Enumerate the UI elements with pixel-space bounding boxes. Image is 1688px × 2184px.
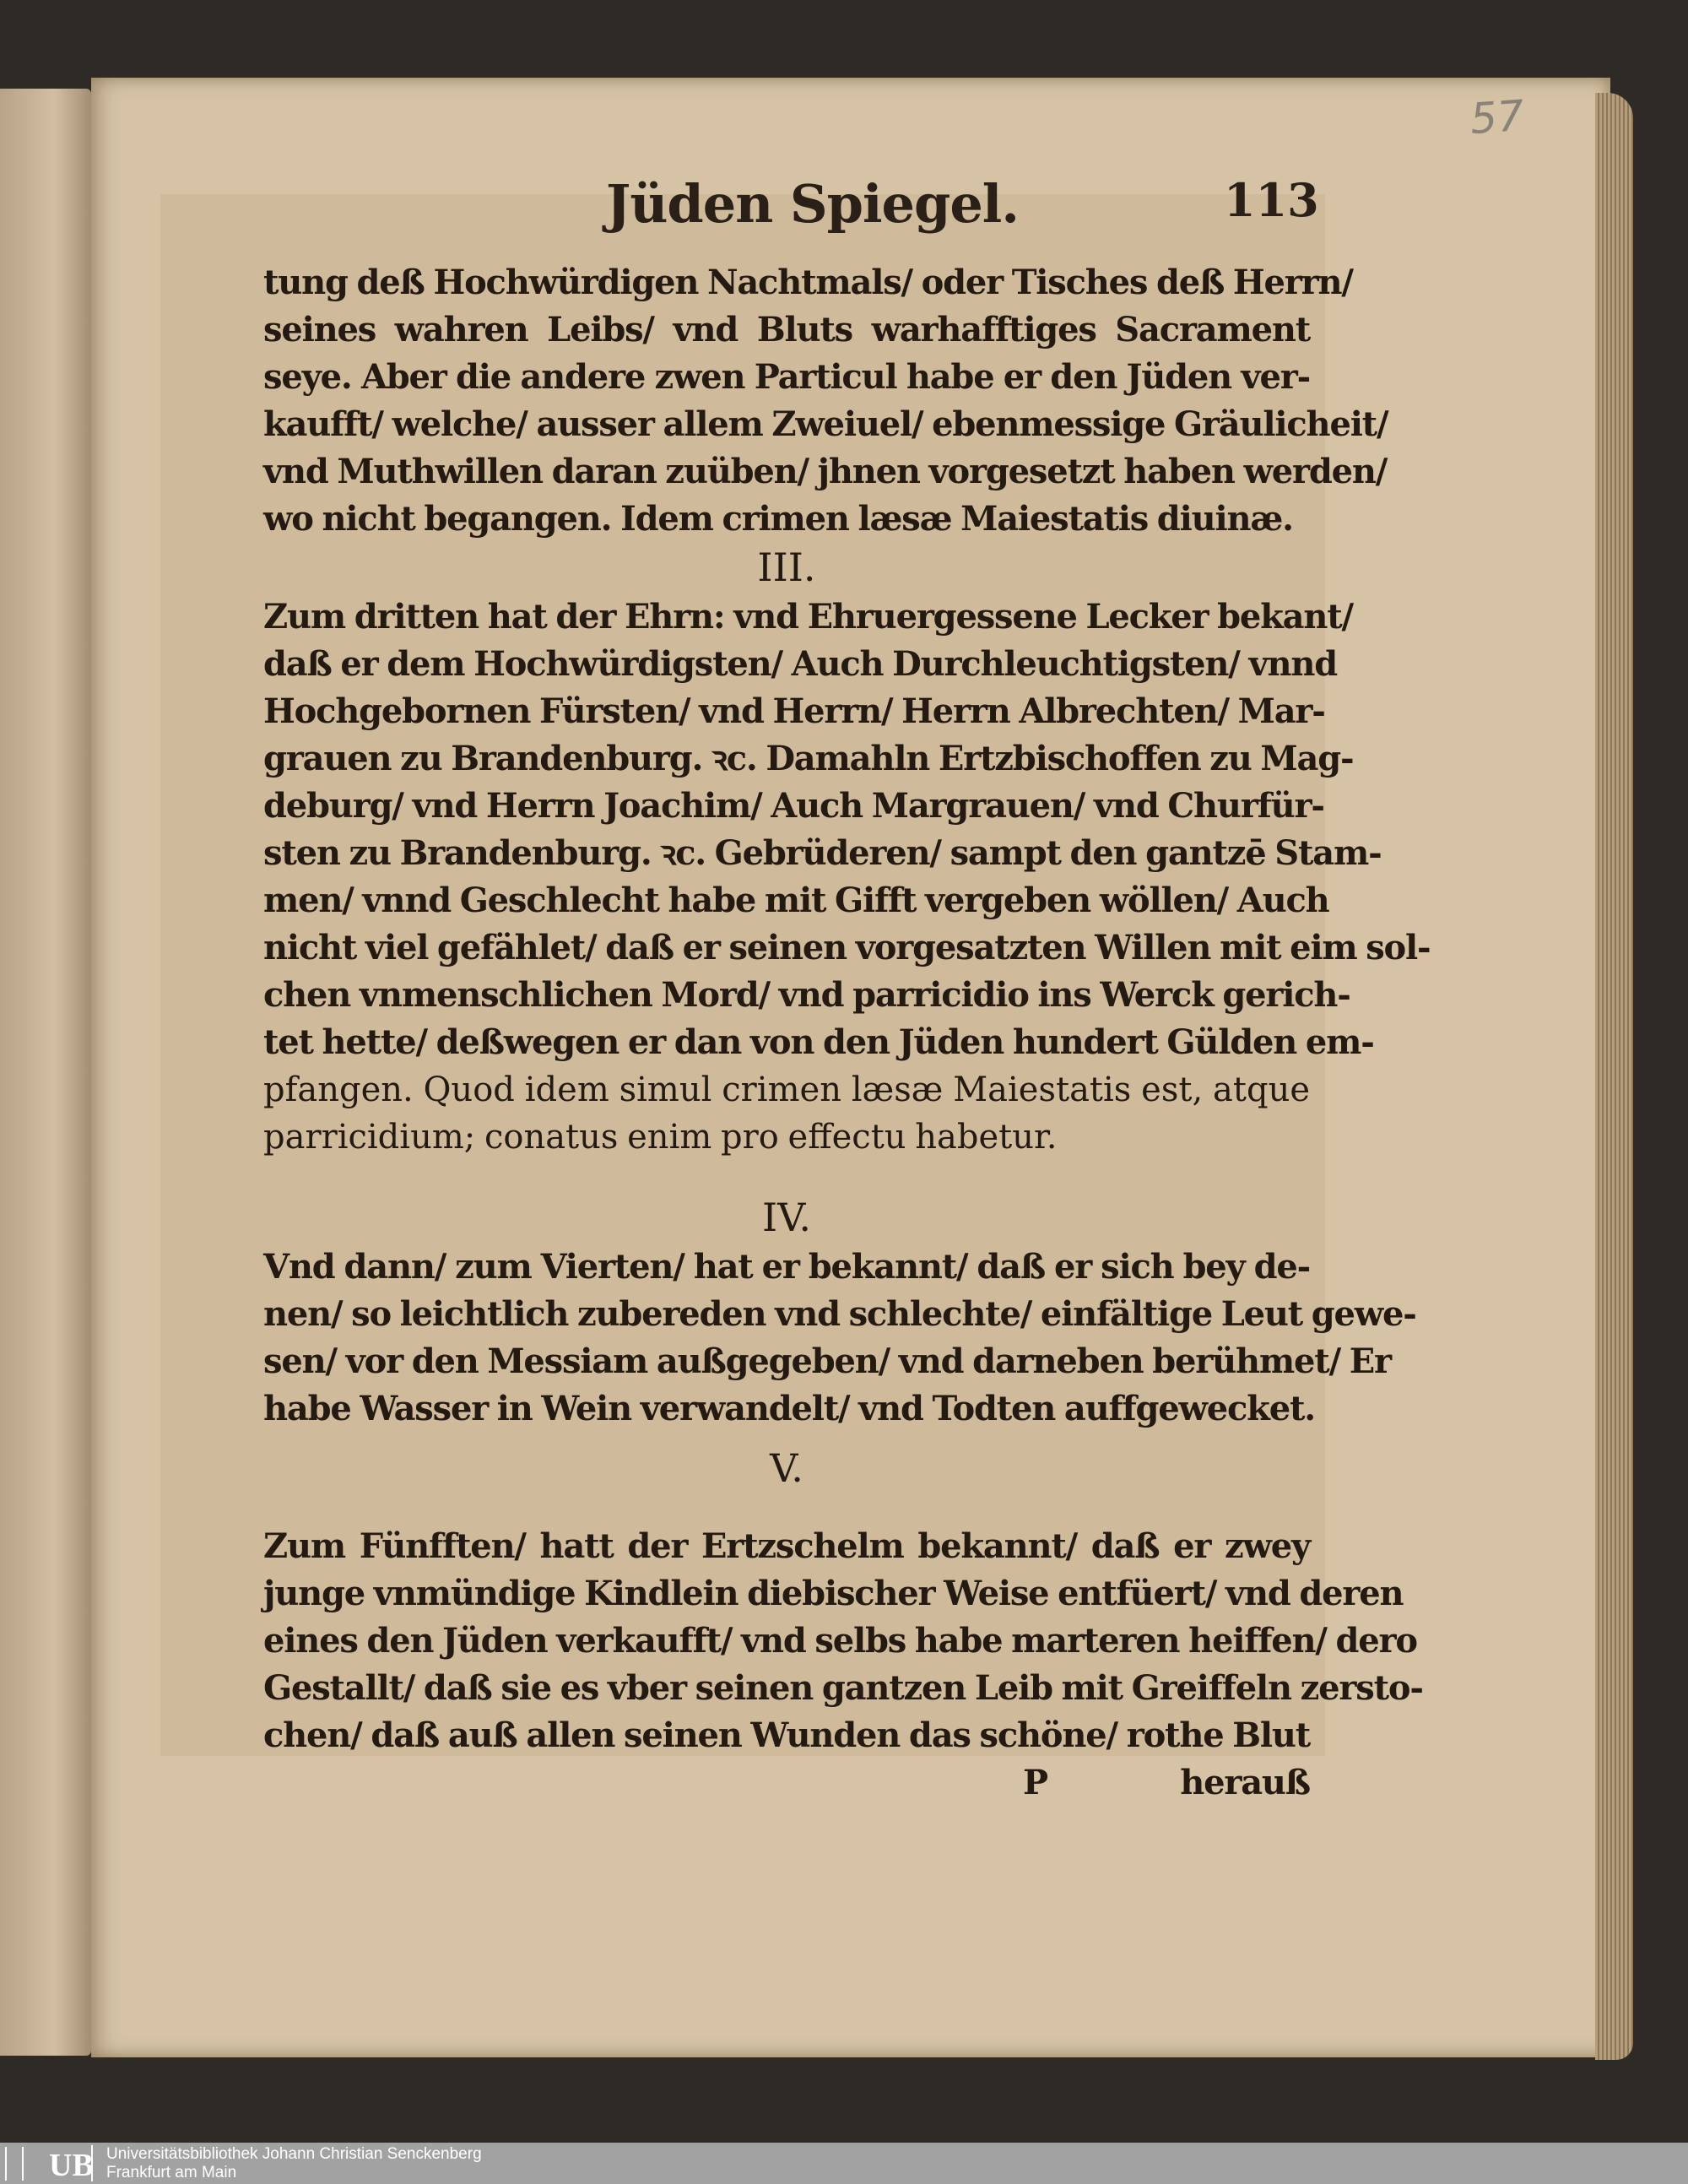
institution-name: Universitätsbibliothek Johann Christian Senckenberg	[106, 2145, 482, 2163]
section-heading: V.	[770, 1445, 803, 1491]
text-line: sen/ vor den Messiam außgegeben/ vnd darneben berühmet/ Er	[263, 1341, 1391, 1381]
page-number: 113	[1224, 173, 1319, 227]
text-line: grauen zu Brandenburg. ꝛc. Damahln Ertzbischoffen zu Mag-	[263, 739, 1354, 778]
running-head: Jüden Spiegel.	[606, 173, 1019, 235]
text-line: deburg/ vnd Herrn Joachim/ Auch Margrauen/ vnd Churfür-	[263, 786, 1324, 826]
text-line: Hochgebornen Fürsten/ vnd Herrn/ Herrn Albrechten/ Mar-	[263, 691, 1325, 731]
institution-city: Frankfurt am Main	[106, 2164, 237, 2181]
catchword: herauß	[1180, 1763, 1310, 1802]
text-line: Zum dritten hat der Ehrn: vnd Ehruergessene Lecker bekant/	[263, 597, 1353, 637]
facing-page-edge	[0, 89, 91, 2056]
text-line: chen/ daß auß allen seinen Wunden das schöne/ rothe Blut	[263, 1715, 1310, 1755]
text-line: junge vnmündige Kindlein diebischer Weise entfüert/ vnd deren	[263, 1574, 1404, 1613]
text-line: parricidium; conatus enim pro effectu habetur.	[263, 1118, 1058, 1157]
text-line: sten zu Brandenburg. ꝛc. Gebrüderen/ sampt den gantzē Stam-	[263, 833, 1382, 873]
text-line: Gestallt/ daß sie es vber seinen gantzen Leib mit Greiffeln zersto-	[263, 1668, 1423, 1708]
text-line: nicht viel gefählet/ daß er seinen vorgesatzten Willen mit eim sol-	[263, 928, 1431, 967]
text-line: seines wahren Leibs/ vnd Bluts warhafftiges Sacrament	[263, 310, 1310, 350]
text-line: chen vnmenschlichen Mord/ vnd parricidio ins Werck gerich-	[263, 975, 1350, 1015]
text-line: Zum Fünfften/ hatt der Ertzschelm bekannt/ daß er zwey	[263, 1526, 1310, 1566]
page-block-edges	[1595, 93, 1633, 2060]
signature-mark: P	[1023, 1763, 1047, 1802]
text-line: tung deß Hochwürdigen Nachtmals/ oder Tisches deß Herrn/	[263, 263, 1353, 302]
section-heading: IV.	[762, 1195, 811, 1240]
text-line: nen/ so leichtlich zubereden vnd schlechte/ einfältige Leut gewe-	[263, 1294, 1416, 1334]
text-line: pfangen. Quod idem simul crimen læsæ Maiestatis est, atque	[263, 1070, 1310, 1109]
text-line: habe Wasser in Wein verwandelt/ vnd Todten auffgewecket.	[263, 1389, 1315, 1428]
signature-line	[263, 1759, 1310, 1807]
pencil-folio-number: 57	[1469, 90, 1526, 144]
text-line: wo nicht begangen. Idem crimen læsæ Maiestatis diuinæ.	[263, 499, 1293, 539]
text-line: eines den Jüden verkaufft/ vnd selbs habe marteren heiffen/ dero	[263, 1621, 1417, 1661]
text-line: men/ vnnd Geschlecht habe mit Gifft vergeben wöllen/ Auch	[263, 881, 1329, 920]
text-line: tet hette/ deßwegen er dan von den Jüden hundert Gülden em-	[263, 1022, 1374, 1062]
section-heading: III.	[757, 545, 816, 590]
text-line: vnd Muthwillen daran zuüben/ jhnen vorgesetzt haben werden/	[263, 452, 1388, 491]
logo-text: UB	[49, 2148, 94, 2183]
text-line: Vnd dann/ zum Vierten/ hat er bekannt/ daß er sich bey de-	[263, 1247, 1310, 1287]
library-footer	[0, 2143, 1688, 2184]
text-line: seye. Aber die andere zwen Particul habe er den Jüden ver-	[263, 357, 1310, 397]
paragraph-continuation	[263, 259, 1388, 543]
text-line: kaufft/ welche/ ausser allem Zweiuel/ ebenmessige Gräulicheit/	[263, 404, 1388, 444]
text-line: daß er dem Hochwürdigsten/ Auch Durchleuchtigsten/ vnnd	[263, 644, 1338, 684]
ub-logo-icon	[3, 2145, 93, 2181]
